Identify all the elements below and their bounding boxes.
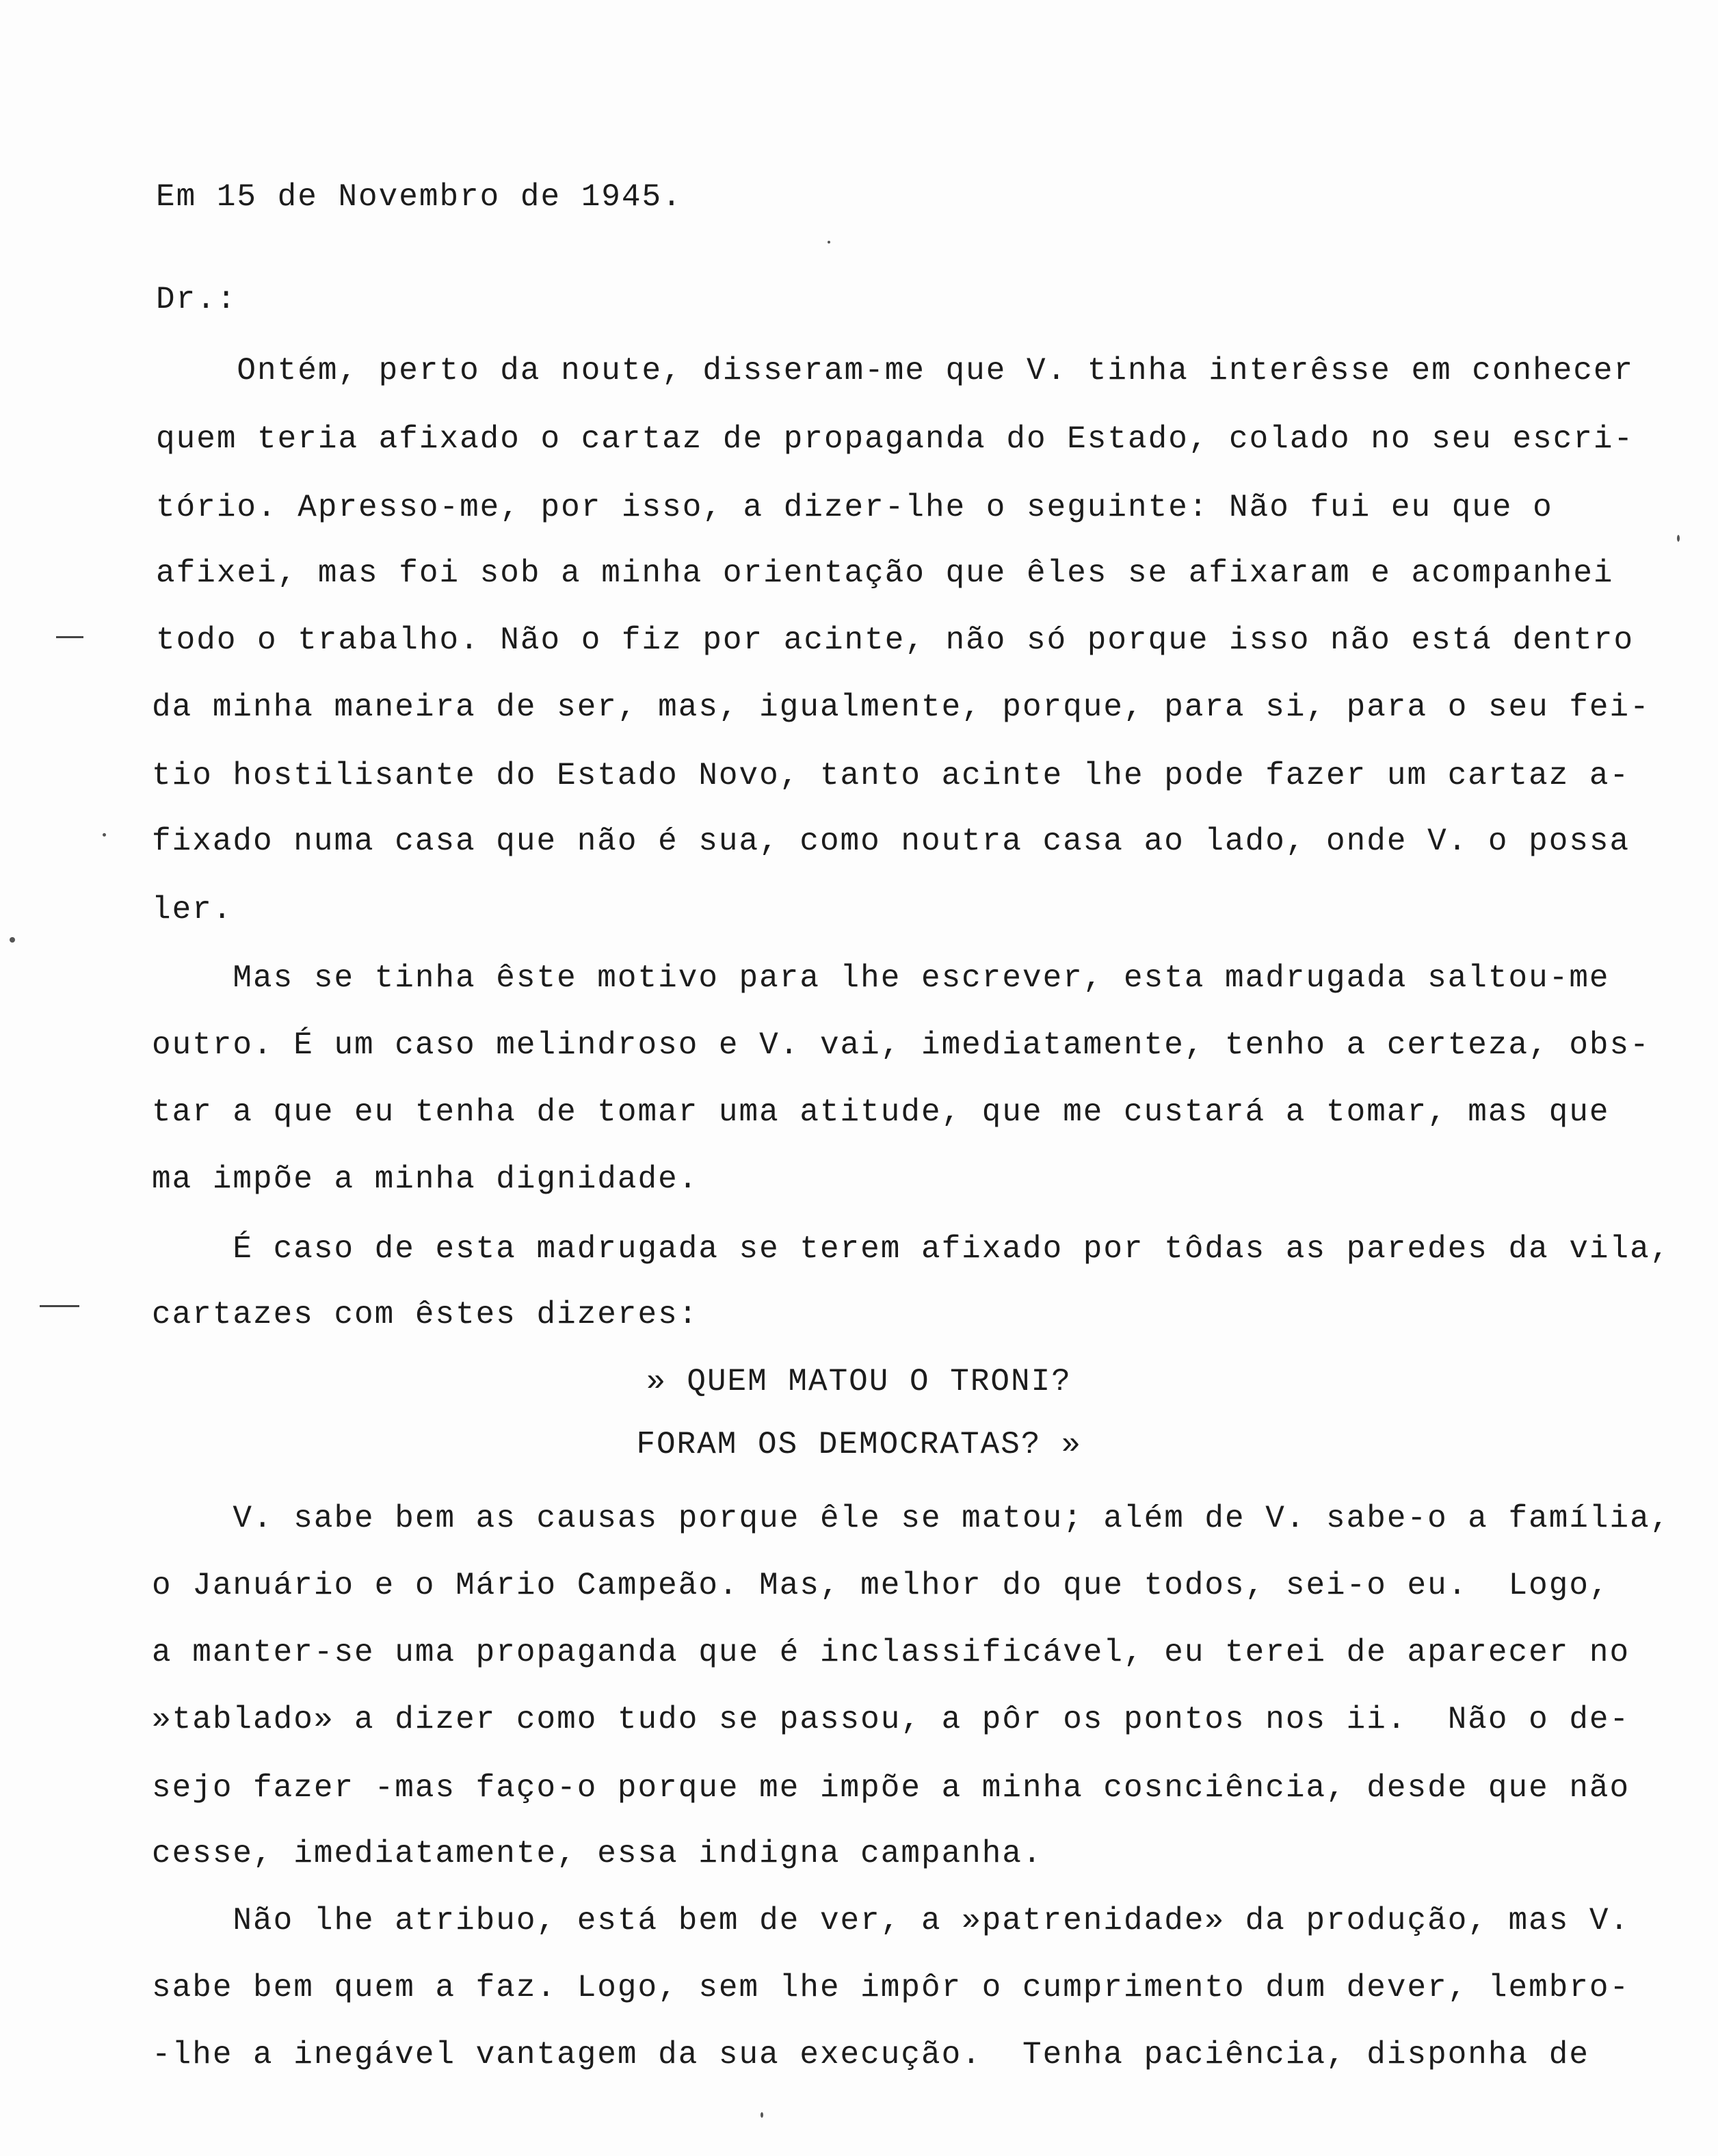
body-line: ma impõe a minha dignidade. (152, 1161, 699, 1197)
body-line: V. sabe bem as causas porque êle se matou; além de V. sabe-o a família, (152, 1501, 1671, 1536)
body-line: »tablado» a dizer como tudo se passou, a pôr os pontos nos ii. Não o de- (152, 1702, 1630, 1737)
body-line: tio hostilisante do Estado Novo, tanto acinte lhe pode fazer um cartaz a- (152, 758, 1630, 793)
body-line: É caso de esta madrugada se terem afixado por tôdas as paredes da vila, (152, 1231, 1671, 1267)
body-line: afixei, mas foi sob a minha orientação que êles se afixaram e acompanhei (156, 555, 1614, 591)
body-line: ler. (152, 892, 233, 928)
body-line: Mas se tinha êste motivo para lhe escrever, esta madrugada saltou-me (152, 960, 1610, 996)
quoted-poster-line: FORAM OS DEMOCRATAS? » (636, 1427, 1082, 1462)
body-line: da minha maneira de ser, mas, igualmente, porque, para si, para o seu fei- (152, 689, 1650, 725)
margin-mark (56, 636, 83, 638)
margin-mark (40, 1305, 79, 1307)
body-line: todo o trabalho. Não o fiz por acinte, não só porque isso não está dentro (156, 622, 1635, 658)
letter-salutation: Dr.: (156, 282, 237, 317)
body-line: cesse, imediatamente, essa indigna campanha. (152, 1836, 1043, 1871)
ink-speck (103, 833, 106, 837)
body-line: Ontém, perto da noute, disseram-me que V. tinha interêsse em conhecer (156, 353, 1635, 389)
ink-speck (1677, 535, 1680, 542)
ink-speck (828, 241, 830, 244)
ink-speck (761, 2112, 763, 2118)
body-line: -lhe a inegável vantagem da sua execução. Tenha paciência, disponha de (152, 2037, 1589, 2073)
body-line: tar a que eu tenha de tomar uma atitude, que me custará a tomar, mas que (152, 1094, 1610, 1130)
body-line: sabe bem quem a faz. Logo, sem lhe impôr o cumprimento dum dever, lembro- (152, 1970, 1630, 2006)
body-line: quem teria afixado o cartaz de propaganda do Estado, colado no seu escri- (156, 421, 1635, 457)
body-line: sejo fazer -mas faço-o porque me impõe a minha cosnciência, desde que não (152, 1770, 1630, 1806)
letter-date: Em 15 de Novembro de 1945. (156, 179, 683, 215)
ink-speck (10, 937, 15, 943)
body-line: a manter-se uma propaganda que é inclassificável, eu terei de aparecer no (152, 1635, 1630, 1670)
body-line: cartazes com êstes dizeres: (152, 1297, 699, 1332)
quoted-poster-line: » QUEM MATOU O TRONI? (646, 1364, 1072, 1399)
body-line: fixado numa casa que não é sua, como noutra casa ao lado, onde V. o possa (152, 824, 1630, 859)
body-line: outro. É um caso melindroso e V. vai, imediatamente, tenho a certeza, obs- (152, 1027, 1650, 1063)
body-line: Não lhe atribuo, está bem de ver, a »patrenidade» da produção, mas V. (152, 1903, 1630, 1938)
body-line: tório. Apresso-me, por isso, a dizer-lhe o seguinte: Não fui eu que o (156, 490, 1553, 525)
body-line: o Januário e o Mário Campeão. Mas, melhor do que todos, sei-o eu. Logo, (152, 1568, 1610, 1603)
